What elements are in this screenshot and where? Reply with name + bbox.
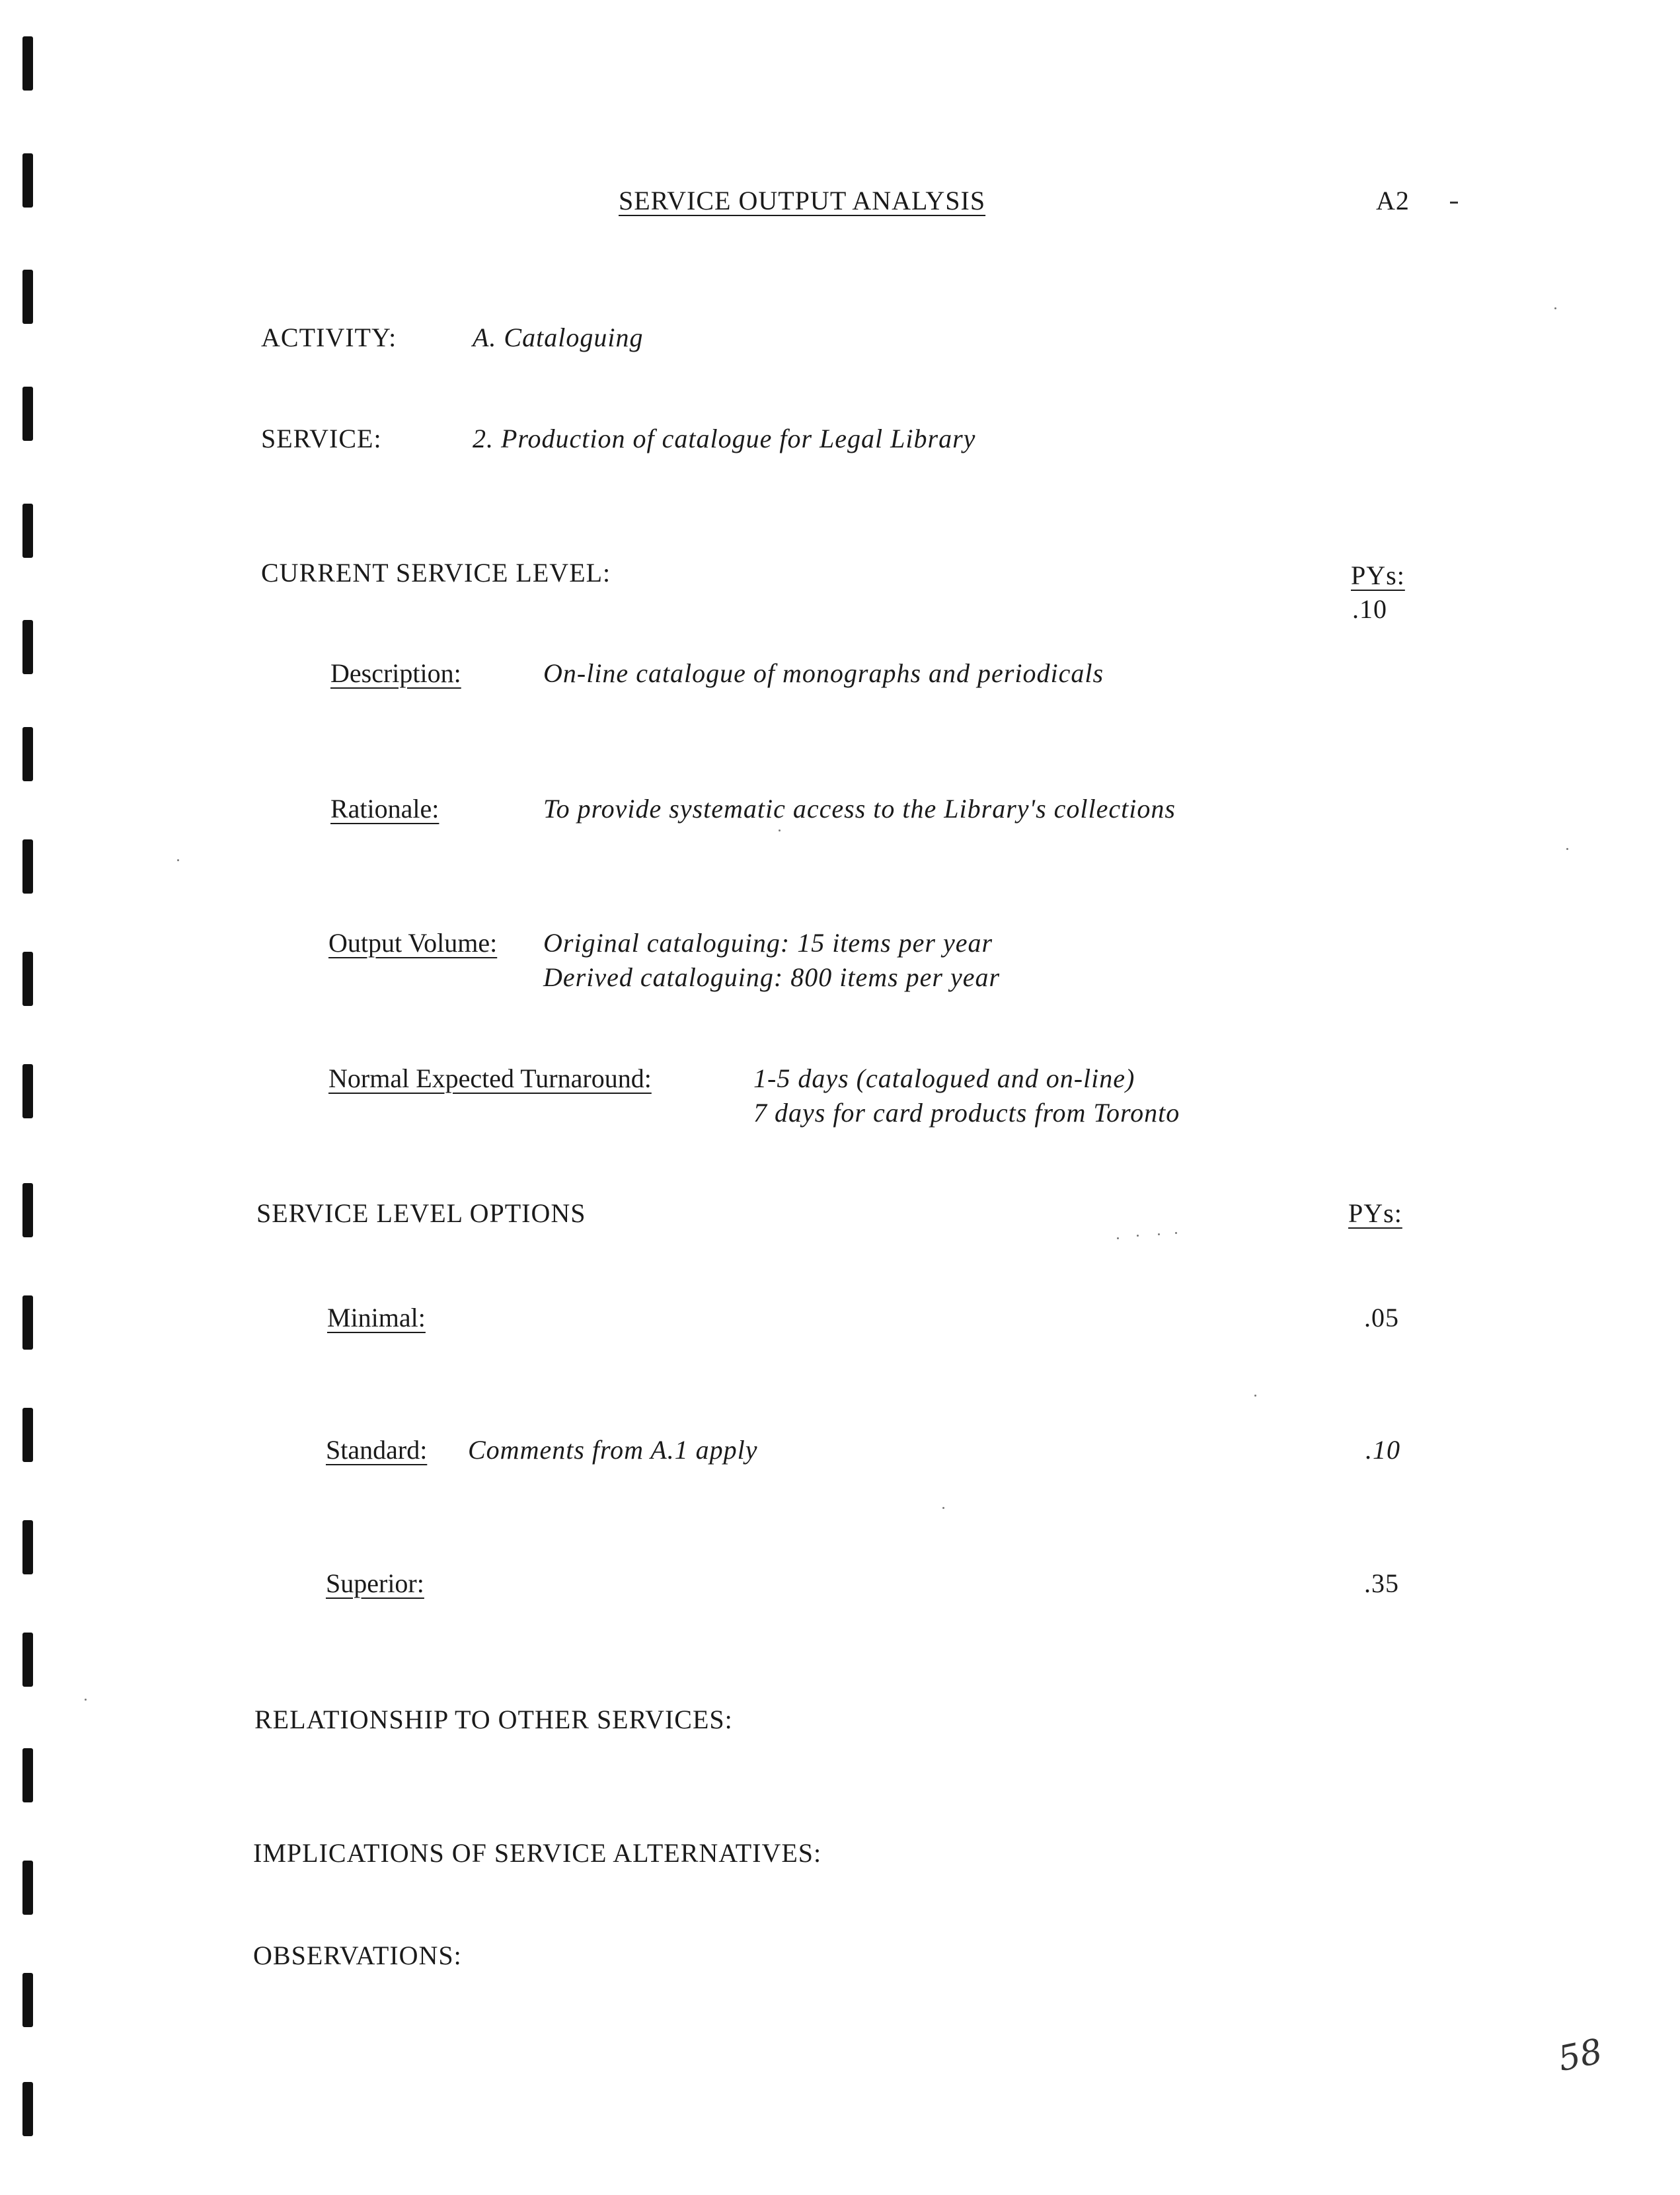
current-service-level-heading: CURRENT SERVICE LEVEL: [261,558,611,588]
binding-mark [22,1064,33,1118]
scan-speck [177,859,179,861]
minimal-label: Minimal: [327,1303,426,1332]
service-value: 2. Production of catalogue for Legal Library [473,424,976,453]
turnaround-label: Normal Expected Turnaround: [328,1063,652,1093]
binding-mark [22,1520,33,1574]
scan-speck [85,1699,87,1701]
standard-label: Standard: [326,1435,428,1465]
minimal-pys: .05 [1364,1303,1399,1332]
current-pys-value: .10 [1352,594,1387,624]
binding-mark [22,839,33,894]
scan-speck [942,1507,944,1509]
binding-mark [22,1408,33,1462]
binding-mark [22,1748,33,1802]
service-label: SERVICE: [261,424,382,453]
turnaround-line-1: 1-5 days (catalogued and on-line) [753,1063,1135,1093]
output-volume-line-1: Original cataloguing: 15 items per year [543,928,993,958]
page-title: SERVICE OUTPUT ANALYSIS [619,186,986,215]
scan-speck [1566,848,1568,850]
binding-mark [22,387,33,441]
superior-pys: .35 [1364,1568,1399,1598]
scan-speck [1254,1395,1256,1397]
scan-speck [1175,1232,1177,1234]
binding-mark [22,1973,33,2027]
binding-mark [22,727,33,781]
options-pys-label: PYs: [1348,1198,1402,1228]
scan-speck [1137,1235,1139,1237]
superior-label: Superior: [326,1568,424,1598]
scan-speck [1158,1233,1160,1235]
binding-mark [22,36,33,91]
implications-heading: IMPLICATIONS OF SERVICE ALTERNATIVES: [253,1838,822,1868]
rationale-label: Rationale: [330,794,439,824]
standard-pys: .10 [1365,1435,1400,1465]
output-volume-label: Output Volume: [328,928,498,958]
scan-speck [1117,1237,1119,1239]
binding-mark [22,2082,33,2136]
description-value: On-line catalogue of monographs and periodicals [543,658,1104,688]
turnaround-line-2: 7 days for card products from Toronto [753,1098,1180,1128]
relationship-heading: RELATIONSHIP TO OTHER SERVICES: [254,1705,733,1734]
binding-mark [22,1861,33,1915]
service-level-options-heading: SERVICE LEVEL OPTIONS [256,1198,586,1228]
binding-mark [22,270,33,324]
rationale-value: To provide systematic access to the Library's collections [543,794,1176,824]
scan-speck [779,829,781,831]
activity-label: ACTIVITY: [261,323,397,352]
observations-heading: OBSERVATIONS: [253,1941,462,1970]
binding-mark [22,952,33,1006]
binding-mark [22,153,33,208]
binding-mark [22,620,33,674]
description-label: Description: [330,658,461,688]
handwritten-page-number: 58 [1554,2031,1606,2080]
binding-mark [22,1295,33,1350]
binding-mark [22,1633,33,1687]
scan-speck [1554,307,1556,309]
header-dash [1450,202,1458,204]
current-pys-label: PYs: [1351,560,1405,590]
output-volume-line-2: Derived cataloguing: 800 items per year [543,962,1001,992]
binding-mark [22,1183,33,1237]
binding-mark [22,504,33,558]
standard-text: Comments from A.1 apply [468,1435,758,1465]
page-code: A2 [1376,186,1410,215]
activity-value: A. Cataloguing [473,323,644,352]
